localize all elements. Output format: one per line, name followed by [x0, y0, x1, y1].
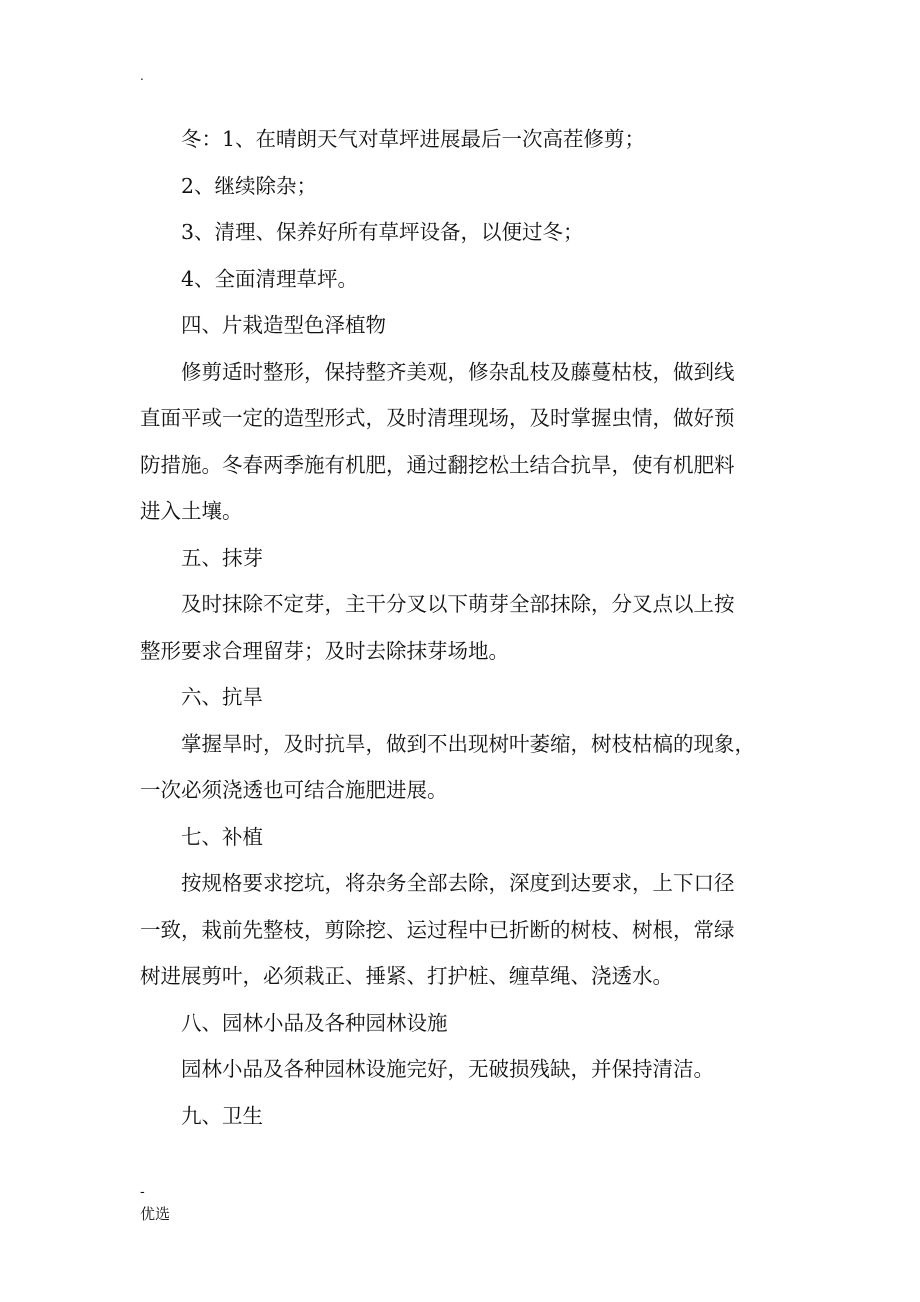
section-heading [140, 1000, 780, 1047]
paragraph [140, 1046, 780, 1093]
document-body [140, 116, 780, 1139]
paragraph [140, 581, 780, 674]
text-line: 园林小品及各种园林设施完好，无破损残缺，并保持清洁。 [181, 1057, 714, 1081]
paragraph [140, 163, 780, 210]
text-line: 4、全面清理草坪。 [181, 266, 359, 291]
paragraph [140, 209, 780, 256]
paragraph [140, 349, 780, 535]
text-line: 五、抹芽 [181, 545, 263, 570]
paragraph [140, 721, 780, 814]
footer-dash: - [140, 1184, 145, 1200]
text-line: 一次必须浇透也可结合施肥进展。 [140, 778, 448, 802]
text-line: 四、片栽造型色泽植物 [181, 313, 386, 337]
text-line: 及时抹除不定芽，主干分叉以下萌芽全部抹除，分叉点以上按 [181, 592, 735, 616]
text-line: 一致，栽前先整枝，剪除挖、运过程中已折断的树枝、树根，常绿 [140, 917, 735, 942]
text-line: 进入土壤。 [140, 499, 243, 523]
paragraph [140, 116, 780, 163]
text-line: 七、补植 [181, 824, 263, 849]
text-line: 六、抗旱 [181, 685, 263, 709]
section-heading [140, 302, 780, 349]
section-heading [140, 814, 780, 861]
text-line: 直面平或一定的造型形式，及时清理现场，及时掌握虫情，做好预 [140, 406, 735, 430]
section-heading [140, 1093, 780, 1140]
section-heading [140, 674, 780, 721]
paragraph [140, 860, 780, 1000]
text-line: 防措施。冬春两季施有机肥，通过翻挖松土结合抗旱，使有机肥料 [140, 452, 735, 477]
text-line: 整形要求合理留芽；及时去除抹芽场地。 [140, 638, 509, 663]
text-line: 按规格要求挖坑，将杂务全部去除，深度到达要求，上下口径 [181, 871, 735, 895]
text-line: 冬：1、在晴朗天气对草坪进展最后一次高茬修剪； [181, 127, 646, 151]
footer-text: 优选 [140, 1205, 171, 1223]
text-line: 树进展剪叶，必须栽正、捶紧、打护桩、缠草绳、浇透水。 [140, 964, 673, 988]
text-line: 2、继续除杂； [181, 173, 318, 198]
text-line: 八、园林小品及各种园林设施 [181, 1010, 448, 1035]
section-heading [140, 535, 780, 582]
text-line: 3、清理、保养好所有草坪设备，以便过冬； [181, 220, 584, 244]
paragraph [140, 256, 780, 303]
text-line: 九、卫生 [181, 1103, 263, 1128]
header-mark: . [140, 69, 144, 83]
text-line: 修剪适时整形，保持整齐美观，修杂乱枝及藤蔓枯枝，做到线 [181, 359, 735, 384]
text-line: 掌握旱时，及时抗旱，做到不出现树叶萎缩，树枝枯槁的现象， [181, 731, 755, 756]
